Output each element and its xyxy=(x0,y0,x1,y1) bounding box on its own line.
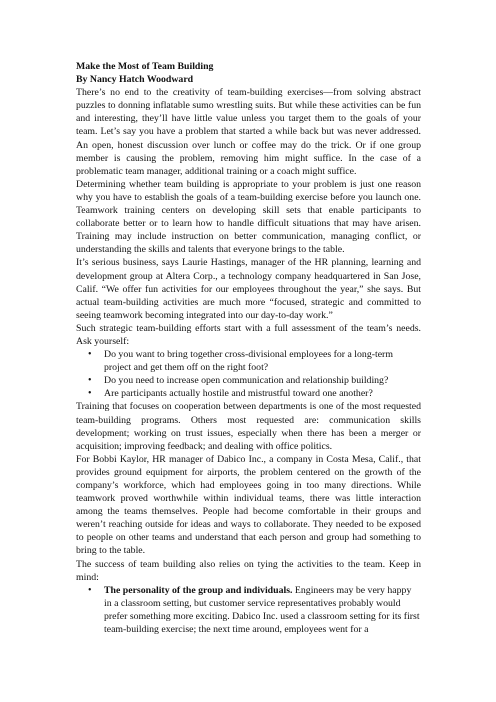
tip-heading: The personality of the group and individuals. xyxy=(104,584,293,596)
paragraph-5: Training that focuses on cooperation between departments is one of the most requested team-building programs. Others most requested are: communication skills development; working on trust issues, especially when there has been a merger or acquisition; improving feedback; and dealing with office politics. xyxy=(76,401,421,452)
question-list xyxy=(76,348,421,400)
question-item: • Do you want to bring together cross-divisional employees for a long-term project and get them off on the right foot? xyxy=(76,348,421,374)
paragraph-3: It’s serious business, says Laurie Hastings, manager of the HR planning, learning and development group at Altera Corp., a technology company headquartered in San Jose, Calif. “We offer fun activities for our employees throughout the year,” she says. But actual team-building activities are much more “focused, strategic and committed to seeing teamwork becoming integrated into our day-to-day work.” xyxy=(76,257,421,321)
paragraph-2: Determining whether team building is appropriate to your problem is just one reason why you have to establish the goals of a team-building exercise before you launch one. Teamwork training centers on developing skill sets that enable participants to collaborate better or to learn how to handle difficult situations that may have arisen. Training may include instruction on better communication, managing conflict, or understanding the skills and talents that everyone brings to the table. xyxy=(76,178,421,256)
paragraph-4: Such strategic team-building efforts start with a full assessment of the team’s needs. Ask yourself: xyxy=(76,322,421,347)
tip-list xyxy=(76,584,421,636)
document-page xyxy=(76,60,421,636)
tip-item xyxy=(76,584,421,636)
article-title: Make the Most of Team Building xyxy=(76,61,214,72)
tip-text: Engineers may be very happy in a classroom setting, but customer service representatives probably would prefer something more exciting. Dabico Inc. used a classroom setting for its first team-building exercise; the next time around, employees went for a xyxy=(104,584,420,636)
question-item: • Do you need to increase open communication and relationship building? xyxy=(76,374,421,387)
paragraph-6: For Bobbi Kaylor, HR manager of Dabico Inc., a company in Costa Mesa, Calif., that provides ground equipment for airports, the problem centered on the growth of the company’s workforce, which had employees going in too many directions. While teamwork proved worthwhile within individual teams, there was little interaction among the teams themselves. People had become comfortable in their groups and weren’t reaching outside for ideas and ways to collaborate. They needed to be exposed to people on other teams and understand that each person and group had something to bring to the table. xyxy=(76,453,421,557)
paragraph-1: There’s no end to the creativity of team-building exercises—from solving abstract puzzles to donning inflatable sumo wrestling suits. But while these activities can be fun and interesting, they’ll have little value unless you target them to the goals of your team. Let’s say you have a problem that started a while back but was never addressed. An open, honest discussion over lunch or coffee may do the trick. Or if one group member is causing the problem, removing him might suffice. In the case of a problematic team manager, additional training or a coach might suffice. xyxy=(76,87,421,177)
article-byline: By Nancy Hatch Woodward xyxy=(76,74,194,86)
question-item: • Are participants actually hostile and mistrustful toward one another? xyxy=(76,387,421,400)
paragraph-7: The success of team building also relies on tying the activities to the team. Keep in mind: xyxy=(76,558,421,583)
